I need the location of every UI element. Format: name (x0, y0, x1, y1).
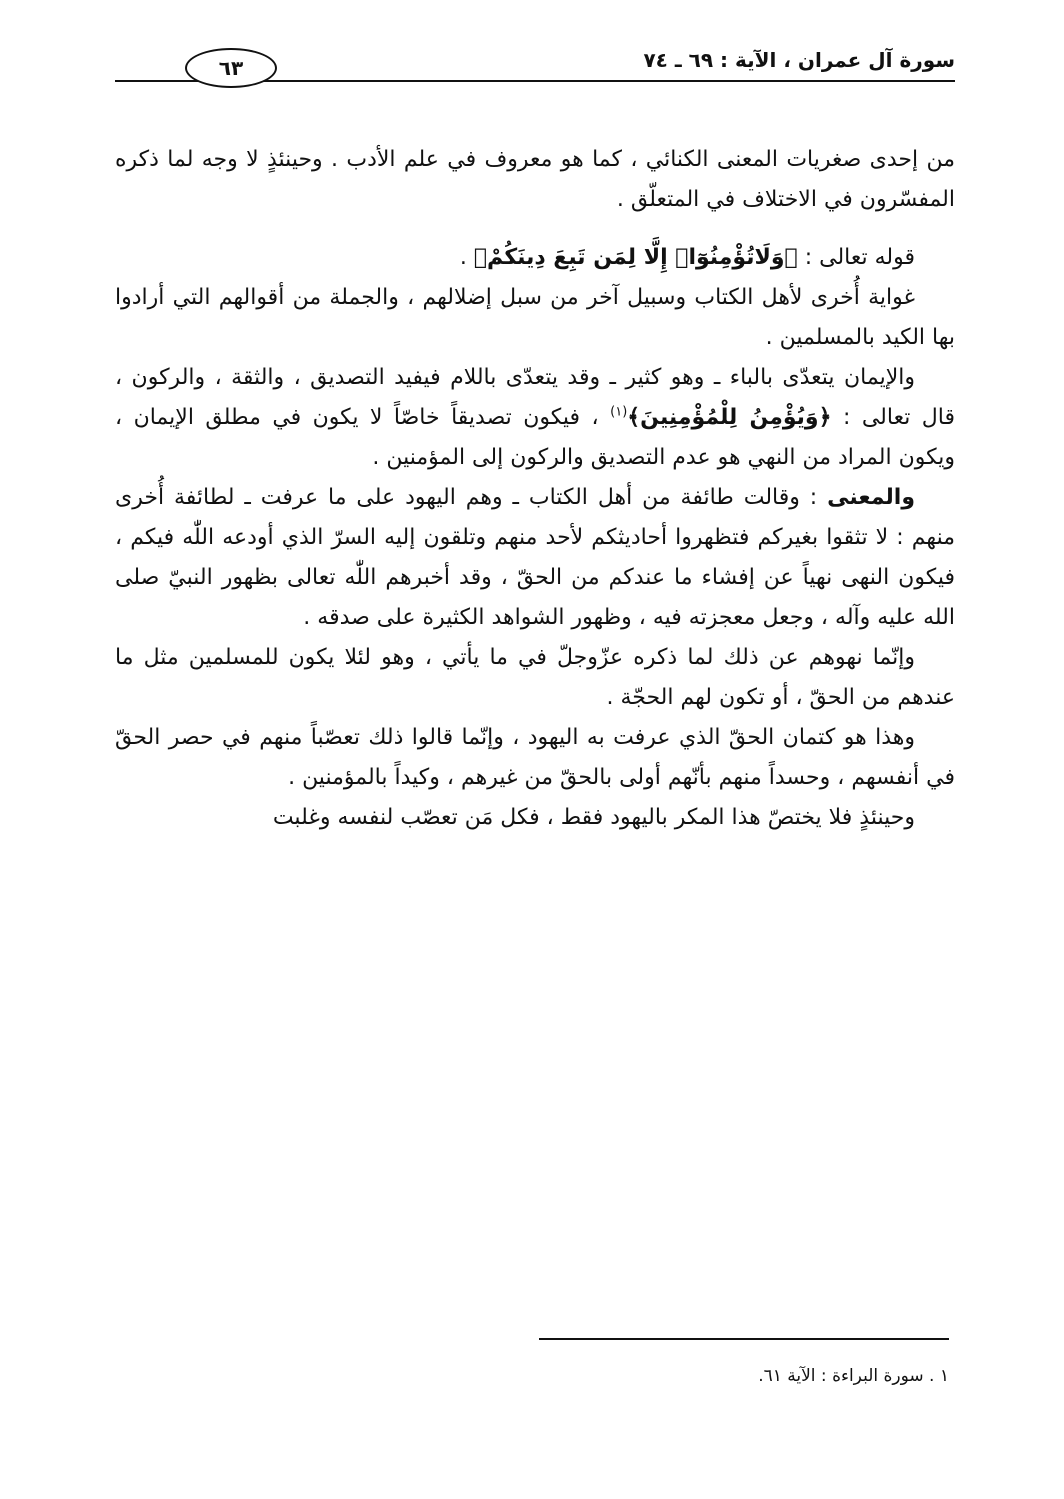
paragraph-1 (115, 140, 955, 220)
page-header (115, 40, 955, 92)
footnote-text: ١ . سورة البراءة : الآية ٦١. (758, 1366, 949, 1386)
verse-tail: . (459, 245, 474, 270)
paragraph-3 (115, 278, 955, 358)
paragraph-4-part2: ، فيكون تصديقاً خاصّاً لا يكون في مطلق الإيمان ، ويكون المراد من النهي هو عدم التصديق والركون إلى المؤمنين . (115, 405, 955, 470)
page-number: ٦٣ (185, 48, 277, 88)
paragraph-2 (115, 238, 955, 278)
footnote (109, 1360, 949, 1392)
paragraph-6-text: وإنّما نهوهم عن ذلك لما ذكره عزّوجلّ في ما يأتي ، وهو لئلا يكون للمسلمين مثل ما عندهم من الحقّ ، أو تكون لهم الحجّة . (115, 645, 955, 710)
footnote-divider (539, 1338, 949, 1340)
meaning-lead: والمعنى (827, 485, 915, 510)
quran-verse: ﴿وَيُؤْمِنُ لِلْمُؤْمِنِينَ﴾ (627, 405, 832, 430)
paragraph-7 (115, 718, 955, 798)
paragraph-7-text: وهذا هو كتمان الحقّ الذي عرفت به اليهود ، وإنّما قالوا ذلك تعصّباً منهم في حصر الحقّ في أنفسهم ، وحسداً منهم بأنّهم أولى بالحقّ من غيرهم ، وكيداً بالمؤمنين . (115, 725, 955, 790)
quran-verse: ﴿وَلَاتُؤْمِنُوٓا۟ إِلَّا لِمَن تَبِعَ دِينَكُمْ﴾ (473, 245, 798, 270)
paragraph-4 (115, 358, 955, 478)
paragraph-8 (115, 798, 955, 838)
verse-lead: قوله تعالى : (797, 245, 915, 270)
main-text (115, 140, 955, 1280)
paragraph-6 (115, 638, 955, 718)
footnote-reference[interactable]: (١) (610, 404, 628, 420)
paragraph-4-part1: والإيمان يتعدّى بالباء ـ وهو كثير ـ وقد يتعدّى باللام فيفيد التصديق ، والثقة ، والركون ، قال تعالى : (115, 365, 955, 430)
paragraph-5 (115, 478, 955, 638)
running-header-title: سورة آل عمران ، الآية : ٦٩ ـ ٧٤ (643, 48, 955, 72)
paragraph-5-text: : وقالت طائفة من أهل الكتاب ـ وهم اليهود على ما عرفت ـ لطائفة أُخرى منهم : لا تثقوا بغيركم فتظهروا أحاديثكم لأحد منهم وتلقون إليه السرّ الذي أودعه اللّٰه فيكم ، فيكون النهى نهياً عن إفشاء ما عندكم من الحقّ ، وقد أخبرهم اللّٰه تعالى بظهور النبيّ صلى الله عليه وآله ، وجعل معجزته فيه ، وظهور الشواهد الكثيرة على صدقه . (115, 485, 955, 630)
paragraph-8-text: وحينئذٍ فلا يختصّ هذا المكر باليهود فقط ، فكل مَن تعصّب لنفسه وغلبت (272, 805, 915, 830)
paragraph-1-text: من إحدى صغريات المعنى الكنائي ، كما هو معروف في علم الأدب . وحينئذٍ لا وجه لما ذكره المفسّرون في الاختلاف في المتعلّق . (115, 147, 955, 212)
paragraph-3-text: غواية أُخرى لأهل الكتاب وسبيل آخر من سبل إضلالهم ، والجملة من أقوالهم التي أرادوا بها الكيد بالمسلمين . (115, 285, 955, 350)
